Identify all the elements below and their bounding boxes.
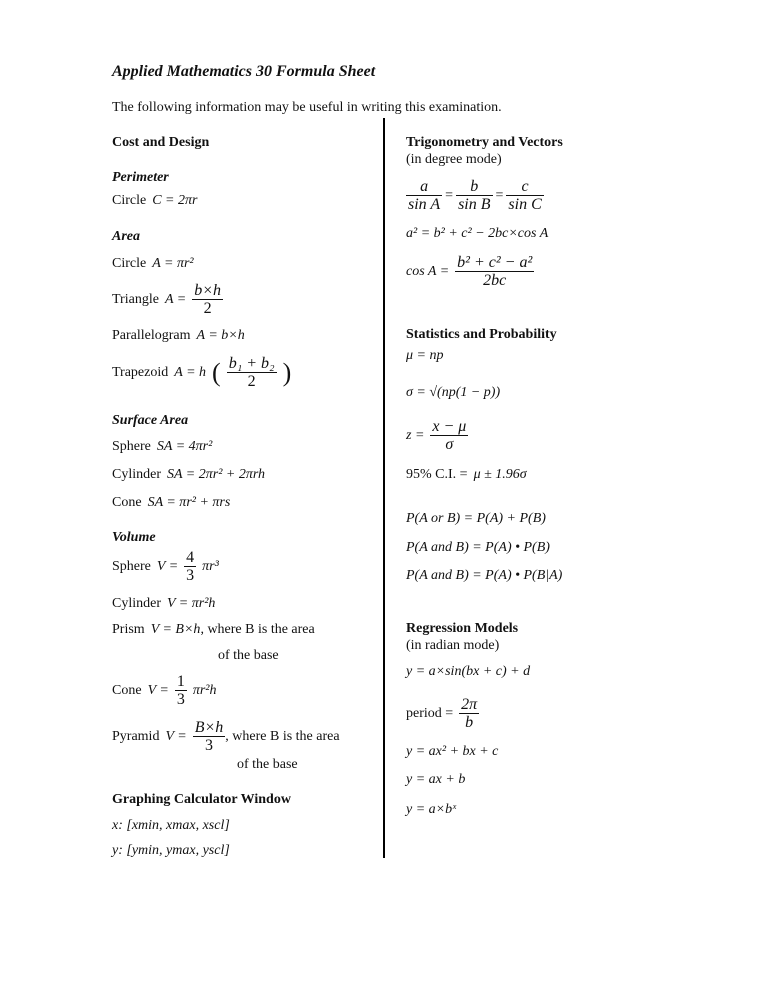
surface-area-heading: Surface Area [112,413,189,428]
stats-ci [406,467,527,483]
num: b² + c² − a² [457,254,533,271]
formula: V = B×h [150,622,201,637]
num: 4 [186,549,195,566]
trig-heading: Trigonometry and Vectors [406,135,563,150]
reg-period [406,696,479,731]
vol-prism-note2: of the base [218,648,279,663]
vol-cylinder [112,596,215,612]
den: sin C [508,196,542,213]
lhs: V = [147,682,169,698]
reg-exponential: y = a×bˣ [406,802,457,817]
fraction [184,549,196,584]
num: a [406,178,442,196]
fraction [430,418,468,453]
stats-sigma: σ = √(np(1 − p)) [406,385,501,400]
fraction [459,696,479,731]
calculator-y: y: [ymin, ymax, yscl] [112,843,230,858]
label: Cylinder [112,596,161,611]
stats-z [406,418,468,453]
den: 2 [247,373,256,390]
den: sin A [408,196,441,213]
vol-prism [112,622,315,638]
prob-or: P(A or B) = P(A) + P(B) [406,511,546,526]
vol-cone [112,673,216,708]
reg-sine: y = a×sin(bx + c) + d [406,664,531,679]
sa-cone [112,495,230,511]
sine-law [406,178,544,213]
paren-open: ( [212,357,221,387]
lhs: V = [156,558,179,574]
label: Cone [112,495,142,510]
label: Sphere [112,558,151,574]
cosine-formula [406,254,534,289]
regression-mode: (in radian mode) [406,638,500,653]
paren-close: ) [282,357,292,387]
area-trapezoid [112,355,291,390]
vol-pyramid [112,719,340,754]
formula: V = πr²h [167,596,216,611]
page-title: Applied Mathematics 30 Formula Sheet [112,63,376,80]
formula: C = 2πr [152,193,198,208]
trig-mode: (in degree mode) [406,152,502,167]
fraction [227,355,277,390]
den: sin B [458,196,491,213]
rhs: πr³ [202,558,219,574]
equals: = [445,187,454,203]
reg-linear: y = ax + b [406,772,466,787]
fraction [455,254,534,289]
rhs: πr²h [192,682,217,698]
lhs: A = h [174,364,207,380]
label: period = [406,705,454,721]
lhs: z = [406,427,425,443]
cosine-law: a² = b² + c² − 2bc×cos A [406,226,549,241]
num: 2π [461,696,478,713]
stats-mean: μ = np [406,348,444,363]
cost-design-heading: Cost and Design [112,135,210,150]
den: 2bc [483,272,507,289]
fraction [175,673,187,708]
fraction-b [456,178,492,213]
formula: μ ± 1.96σ [473,467,527,482]
area-heading: Area [112,229,140,244]
formula: A = b×h [196,328,245,343]
den: 3 [176,691,185,708]
calculator-x: x: [xmin, xmax, xscl] [112,818,230,833]
volume-heading: Volume [112,530,156,545]
formula: A = πr² [152,256,194,271]
den: 2 [203,300,212,317]
label: Trapezoid [112,364,169,380]
label: Cone [112,682,142,698]
num: b [456,178,492,196]
label: Triangle [112,291,159,307]
perimeter-circle [112,193,197,209]
label: Circle [112,193,147,208]
label: Circle [112,256,147,271]
intro-text: The following information may be useful in writing this examination. [112,100,502,115]
fraction-a [406,178,442,213]
den: b [465,714,474,731]
calculator-heading: Graphing Calculator Window [112,792,291,807]
reg-quadratic: y = ax² + bx + c [406,744,499,759]
fraction [192,282,223,317]
num: c [506,178,543,196]
note: , where B is the area [200,622,315,637]
num: B×h [194,719,224,736]
area-parallelogram [112,328,245,344]
regression-heading: Regression Models [406,621,519,636]
label: Prism [112,622,145,637]
num: x − μ [432,418,467,435]
label: Parallelogram [112,328,191,343]
area-circle [112,256,194,272]
sa-cylinder [112,467,265,483]
stats-heading: Statistics and Probability [406,327,557,342]
label: Sphere [112,439,151,454]
note: , where B is the area [225,728,340,744]
lhs: cos A = [406,263,450,279]
column-divider [383,118,385,858]
label: Pyramid [112,728,160,744]
fraction [193,719,226,754]
sa-sphere [112,439,212,455]
num: b₁ + b₂ [228,355,275,372]
den: 3 [204,737,213,754]
equals: = [495,187,504,203]
vol-sphere [112,549,219,584]
lhs: V = [165,728,187,744]
lhs: A = [164,291,187,307]
den: σ [445,436,454,453]
label: 95% C.I. = [406,467,468,482]
den: 3 [186,567,195,584]
num: b×h [194,282,221,299]
perimeter-heading: Perimeter [112,170,169,185]
num: 1 [176,673,185,690]
vol-pyramid-note2: of the base [237,757,298,772]
area-triangle [112,282,223,317]
formula: SA = 4πr² [156,439,213,454]
fraction-c [506,178,543,213]
prob-and: P(A and B) = P(A) • P(B) [406,540,550,555]
prob-conditional: P(A and B) = P(A) • P(B|A) [406,568,563,583]
formula: SA = πr² + πrs [147,495,231,510]
label: Cylinder [112,467,161,482]
formula: SA = 2πr² + 2πrh [167,467,266,482]
